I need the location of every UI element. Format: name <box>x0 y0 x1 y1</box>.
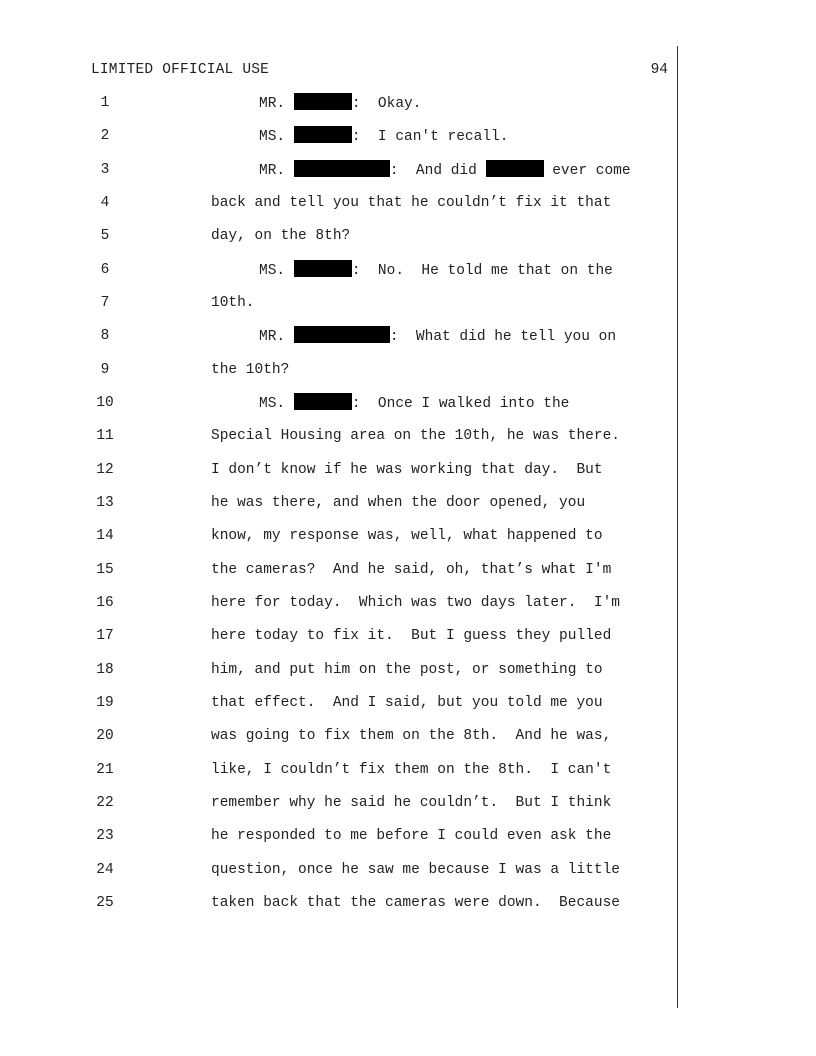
line-text: taken back that the cameras were down. Because <box>211 895 620 911</box>
line-number: 17 <box>96 628 114 644</box>
page-number: 94 <box>650 62 668 78</box>
line-text <box>259 326 616 347</box>
transcript-line <box>0 193 680 213</box>
transcript-line <box>0 126 680 146</box>
speech-text: ever come <box>543 163 631 179</box>
speaker-title: MS. <box>259 396 286 412</box>
speech-text: : And did <box>389 163 486 179</box>
line-text: back and tell you that he couldn’t fix it that <box>211 195 612 211</box>
speaker-title: MS. <box>259 129 286 145</box>
speaker-title: MS. <box>259 263 286 279</box>
line-number: 18 <box>96 662 114 678</box>
redaction-box <box>294 160 390 177</box>
line-number: 14 <box>96 528 114 544</box>
speaker-title: MR. <box>259 96 286 112</box>
line-number: 15 <box>96 562 114 578</box>
line-text: the cameras? And he said, oh, that’s what I'm <box>211 562 612 578</box>
line-text: him, and put him on the post, or something to <box>211 662 603 678</box>
redaction-box <box>294 126 352 143</box>
line-number: 6 <box>100 262 110 278</box>
transcript-line <box>0 393 680 413</box>
line-text <box>259 260 613 281</box>
line-number: 21 <box>96 762 114 778</box>
transcript-line <box>0 726 680 746</box>
line-text <box>259 93 421 114</box>
redaction-box <box>294 260 352 277</box>
line-number: 20 <box>96 728 114 744</box>
line-text: was going to fix them on the 8th. And he was, <box>211 728 612 744</box>
transcript-line <box>0 893 680 913</box>
redaction-box <box>486 160 544 177</box>
redaction-box <box>294 326 390 343</box>
line-text: like, I couldn’t fix them on the 8th. I can't <box>211 762 612 778</box>
speaker-title: MR. <box>259 163 286 179</box>
line-number: 25 <box>96 895 114 911</box>
line-number: 23 <box>96 828 114 844</box>
line-number: 22 <box>96 795 114 811</box>
line-text: he was there, and when the door opened, you <box>211 495 586 511</box>
line-text: that effect. And I said, but you told me you <box>211 695 603 711</box>
line-text: here for today. Which was two days later. I'm <box>211 595 620 611</box>
speech-text: : Once I walked into the <box>351 396 570 412</box>
line-text <box>259 126 508 147</box>
speech-text: : No. He told me that on the <box>351 263 613 279</box>
transcript-line <box>0 360 680 380</box>
line-text: here today to fix it. But I guess they pulled <box>211 628 612 644</box>
transcript-line <box>0 460 680 480</box>
line-number: 16 <box>96 595 114 611</box>
transcript-line <box>0 426 680 446</box>
line-number: 13 <box>96 495 114 511</box>
line-text: I don’t know if he was working that day. But <box>211 462 603 478</box>
transcript-line <box>0 493 680 513</box>
line-number: 9 <box>100 362 110 378</box>
transcript-line <box>0 826 680 846</box>
line-text: Special Housing area on the 10th, he was there. <box>211 428 620 444</box>
redaction-box <box>294 393 352 410</box>
speech-text: : I can't recall. <box>351 129 509 145</box>
line-number: 5 <box>100 228 110 244</box>
transcript-line <box>0 793 680 813</box>
line-text: day, on the 8th? <box>211 228 351 244</box>
transcript-line <box>0 526 680 546</box>
line-number: 4 <box>100 195 110 211</box>
line-number: 19 <box>96 695 114 711</box>
transcript-line <box>0 326 680 346</box>
line-number: 11 <box>96 428 114 444</box>
line-number: 24 <box>96 862 114 878</box>
transcript-line <box>0 260 680 280</box>
transcript-line <box>0 160 680 180</box>
speaker-title: MR. <box>259 329 286 345</box>
line-text <box>259 160 631 181</box>
line-text: question, once he saw me because I was a little <box>211 862 620 878</box>
line-text: 10th. <box>211 295 255 311</box>
line-number: 3 <box>100 162 110 178</box>
line-text: know, my response was, well, what happened to <box>211 528 603 544</box>
redaction-box <box>294 93 352 110</box>
line-number: 7 <box>100 295 110 311</box>
line-text: the 10th? <box>211 362 290 378</box>
line-number: 2 <box>100 128 110 144</box>
line-number: 1 <box>100 95 110 111</box>
transcript-line <box>0 693 680 713</box>
transcript-line <box>0 760 680 780</box>
line-text: remember why he said he couldn’t. But I think <box>211 795 612 811</box>
transcript-line <box>0 626 680 646</box>
transcript-line <box>0 93 680 113</box>
line-number: 10 <box>96 395 114 411</box>
transcript-line <box>0 593 680 613</box>
speech-text: : Okay. <box>351 96 422 112</box>
line-text <box>259 393 569 414</box>
transcript-line <box>0 293 680 313</box>
classification-header: LIMITED OFFICIAL USE <box>91 62 270 78</box>
line-number: 8 <box>100 328 110 344</box>
speech-text: : What did he tell you on <box>389 329 617 345</box>
transcript-line <box>0 660 680 680</box>
transcript-line <box>0 560 680 580</box>
line-text: he responded to me before I could even ask the <box>211 828 612 844</box>
line-number: 12 <box>96 462 114 478</box>
transcript-line <box>0 860 680 880</box>
transcript-line <box>0 226 680 246</box>
